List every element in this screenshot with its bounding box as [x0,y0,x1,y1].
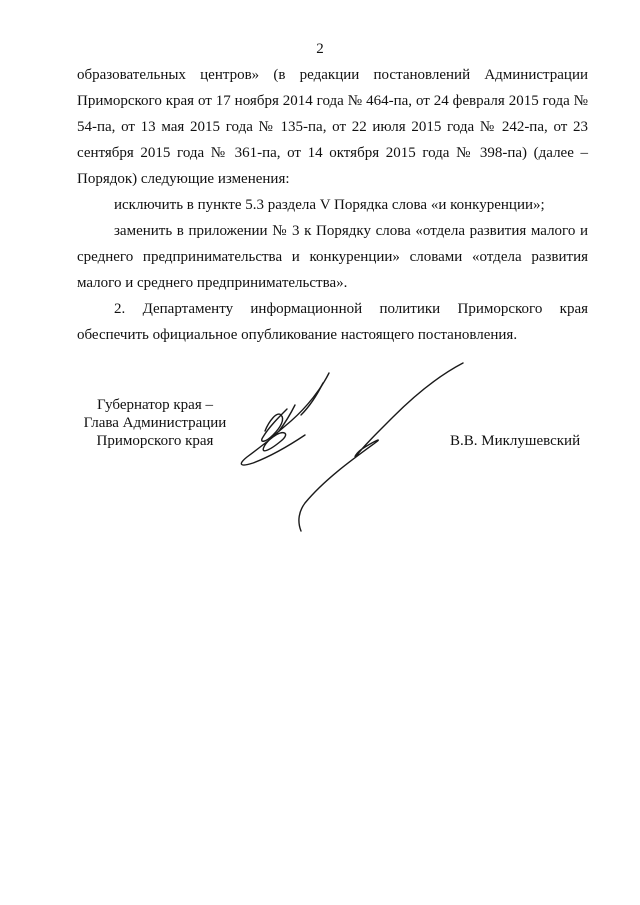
signature-stroke [299,363,463,531]
handwritten-signature [225,355,475,535]
signature-stroke [241,373,329,465]
paragraph-amendment-intro: образовательных центров» (в редакции постановлений Администрации Приморского края от 17 ноября 2014 года № 464-па, от 24 февраля 2015 года № 54-па, от 13 мая 2015 года № 135-па, от 22 июля 2015 года № 242-па, от 23 сентября 2015 года № 361-па, от 14 октября 2015 года № 398-па) (далее – Порядок) следующие изменения: [77,67,588,187]
signer-name: В.В. Миклушевский [450,433,581,449]
signer-title-line: Приморского края [96,433,214,449]
page-number: 2 [316,41,324,57]
signer-title [70,396,240,450]
signer-title-line: Губернатор края – [97,397,213,413]
paragraph-replace-words: заменить в приложении № 3 к Порядку слова «отдела развития малого и среднего предпринимательства и конкуренции» словами «отдела развития малого и среднего предпринимательства». [77,223,588,291]
signer-title-line: Глава Администрации [83,415,227,431]
paragraph-publication-order: 2. Департаменту информационной политики Приморского края обеспечить официальное опубликование настоящего постановления. [77,301,588,343]
paragraph-exclude-words: исключить в пункте 5.3 раздела V Порядка слова «и конкуренции»; [114,197,545,213]
